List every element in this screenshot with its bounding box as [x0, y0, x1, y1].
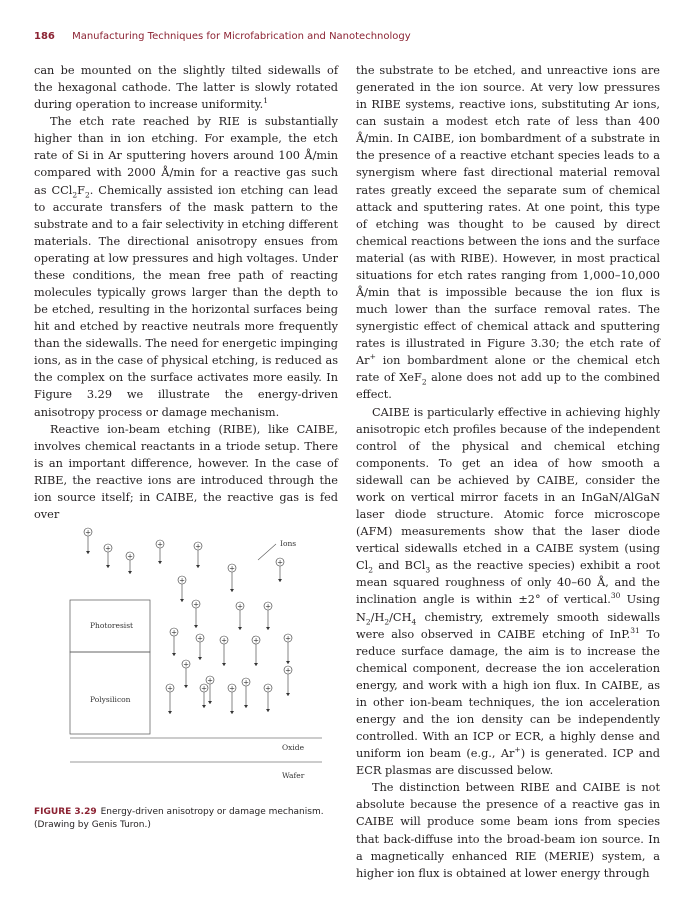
- ion-arrowhead: [222, 663, 226, 666]
- ion-charge-symbol: +: [171, 628, 177, 637]
- ion-arrowhead: [230, 589, 234, 592]
- ion-arrowhead: [266, 709, 270, 712]
- ion-charge-symbol: +: [277, 558, 283, 567]
- ion-charge-symbol: +: [285, 666, 291, 675]
- paragraph: The etch rate reached by RIE is substantially higher than in ion etching. For example, the etch rate of Si in Ar sputtering hovers around 100 Å/min compared with 2000 Å/min for a reactive gas such as $CCl_2F_2$. Chemically assisted ion etching can lead to accurate transfers of the mask pattern to the substrate and to a fair selectivity in etching different materials. The directional anisotropy ensues from operating at low pressures and high voltages. Under these conditions, the mean free path of reacting molecules typically grows larger than the depth to be etched, resulting in the horizontal surfaces being hit and etched by reactive neutrals more frequently than the sidewalls. The need for energetic impinging ions, as in the case of physical etching, is reduced as the complex on the surface activates more easily. In Figure 3.29 we illustrate the energy-driven anisotropy process or damage mechanism.: [34, 115, 338, 419]
- ion-arrowhead: [172, 653, 176, 656]
- ion-arrowhead: [168, 711, 172, 714]
- ion-arrowhead: [208, 701, 212, 704]
- ion-charge-symbol: +: [265, 602, 271, 611]
- ion-charge-symbol: +: [229, 684, 235, 693]
- paragraph: CAIBE is particularly effective in achieving highly anisotropic etch profiles because of the independent control of the physical and chemical etching components. To get an idea of how smooth a sidewall can be achieved by CAIBE, consider the work on vertical mirror facets in an InGaN/AlGaN laser diode structure. Atomic force microscope (AFM) measurements show that the laser diode vertical sidewalls etched in a CAIBE system (using $Cl_2$ and BCl$_3$ as the reactive species) exhibit a root mean squared roughness of only 40–60 Å, and the inclination angle is within ±2° of vertical.$^{30}$ Using $N_2/H_2/CH_4$ chemistry, extremely smooth sidewalls were also observed in CAIBE etching of InP.$^{31}$ To reduce surface damage, the aim is to increase the chemical component, decrease the ion acceleration energy, and work with a high ion flux. In CAIBE, as in other ion-beam techniques, the ion acceleration energy and the ion density can be independently controlled. With an ICP or ECR, a highly dense and uniform ion beam (e.g., Ar+) is generated. ICP and ECR plasmas are discussed below.: [356, 405, 661, 778]
- left-column: [34, 62, 338, 523]
- ion-charge-symbol: +: [85, 528, 91, 537]
- ion-charge-symbol: +: [167, 684, 173, 693]
- ion-charge-symbol: +: [195, 542, 201, 551]
- ion-arrowhead: [278, 579, 282, 582]
- caption-text: Energy-driven anisotropy or damage mechanism. (Drawing by Genis Turon.): [34, 807, 324, 830]
- ion-arrowhead: [286, 693, 290, 696]
- ion-charge-symbol: +: [127, 552, 133, 561]
- ion-charge-symbol: +: [285, 634, 291, 643]
- ion-charge-symbol: +: [197, 634, 203, 643]
- ion-arrowhead: [238, 627, 242, 630]
- label-oxide: Oxide: [282, 743, 305, 752]
- ions-leader-line: [258, 544, 276, 560]
- figure-label: FIGURE 3.29: [34, 807, 97, 817]
- ion-arrowhead: [196, 565, 200, 568]
- ion-arrowhead: [180, 599, 184, 602]
- ion-charge-symbol: +: [201, 684, 207, 693]
- paragraph: The distinction between RIBE and CAIBE is not absolute because the presence of a reactive gas in CAIBE will produce some beam ions from species that back-diffuse into the broad-beam ion source. In a magnetically enhanced RIE (MERIE) system, a higher ion flux is obtained at lower energy through: [356, 781, 660, 880]
- ion-charge-symbol: +: [105, 544, 111, 553]
- ion-arrowhead: [244, 705, 248, 708]
- running-title: Manufacturing Techniques for Microfabrication and Nanotechnology: [72, 31, 411, 42]
- ion-charge-symbol: +: [243, 678, 249, 687]
- label-polysilicon: Polysilicon: [90, 695, 131, 704]
- ion-arrowhead: [184, 685, 188, 688]
- ion-arrowhead: [194, 625, 198, 628]
- polysilicon-layer: [70, 652, 150, 734]
- ion-charge-symbol: +: [179, 576, 185, 585]
- ion-charge-symbol: +: [237, 602, 243, 611]
- running-header: [34, 31, 411, 42]
- ion-arrowhead: [106, 565, 110, 568]
- ion-arrowhead: [158, 561, 162, 564]
- ion-charge-symbol: +: [253, 636, 259, 645]
- ion-charge-symbol: +: [183, 660, 189, 669]
- label-photoresist: Photoresist: [90, 621, 134, 630]
- ion-arrowhead: [266, 627, 270, 630]
- ion-arrowhead: [202, 705, 206, 708]
- right-column: [356, 62, 660, 882]
- figure-caption: [34, 806, 334, 832]
- reference: 1: [263, 96, 269, 106]
- ion-arrowhead: [86, 551, 90, 554]
- ion-charge-symbol: +: [193, 600, 199, 609]
- reference: 30: [610, 591, 621, 601]
- label-wafer: Wafer: [282, 771, 305, 780]
- page-number: 186: [34, 31, 55, 42]
- reference: 31: [630, 625, 640, 635]
- ion-charge-symbol: +: [265, 684, 271, 693]
- ion-charge-symbol: +: [157, 540, 163, 549]
- ion-arrowhead: [230, 711, 234, 714]
- paragraph: the substrate to be etched, and unreactive ions are generated in the ion source. At very low pressures in RIBE systems, reactive ions, substituting Ar ions, can sustain a modest etch rate of less than 400 Å/min. In CAIBE, ion bombardment of a substrate in the presence of a reactive etchant species leads to a synergism where fast directional material removal rates greatly exceed the separate sum of chemical attack and sputtering rates. At one point, this type of etching was thought to be caused by direct chemical reactions between the ions and the surface material (as with RIBE). However, in most practical situations for etch rates ranging from 1,000–10,000 Å/min that is impossible because the ion flux is much lower than the surface removal rates. The synergistic effect of chemical attack and sputtering rates is illustrated in Figure 3.30; the etch rate of Ar+ ion bombardment alone or the chemical etch rate of XeF$_2$ alone does not add up to the combined effect.: [356, 64, 660, 402]
- ion-arrowhead: [286, 661, 290, 664]
- paragraph: can be mounted on the slightly tilted sidewalls of the hexagonal cathode. The latter is slowly rotated during operation to increase uniformity.$^1$: [34, 64, 338, 112]
- ion-charge-symbol: +: [207, 676, 213, 685]
- ion-arrowhead: [254, 663, 258, 666]
- ion-arrowhead: [128, 571, 132, 574]
- ion-charge-symbol: +: [229, 564, 235, 573]
- paragraph: Reactive ion-beam etching (RIBE), like CAIBE, involves chemical reactants in a triode setup. There is an important difference, however. In the case of RIBE, the reactive ions are introduced through the ion source itself; in CAIBE, the reactive gas is fed over: [34, 422, 338, 522]
- label-ions: Ions: [280, 539, 297, 548]
- ion-arrowhead: [198, 657, 202, 660]
- ion-charge-symbol: +: [221, 636, 227, 645]
- figure-3-29: [60, 520, 340, 810]
